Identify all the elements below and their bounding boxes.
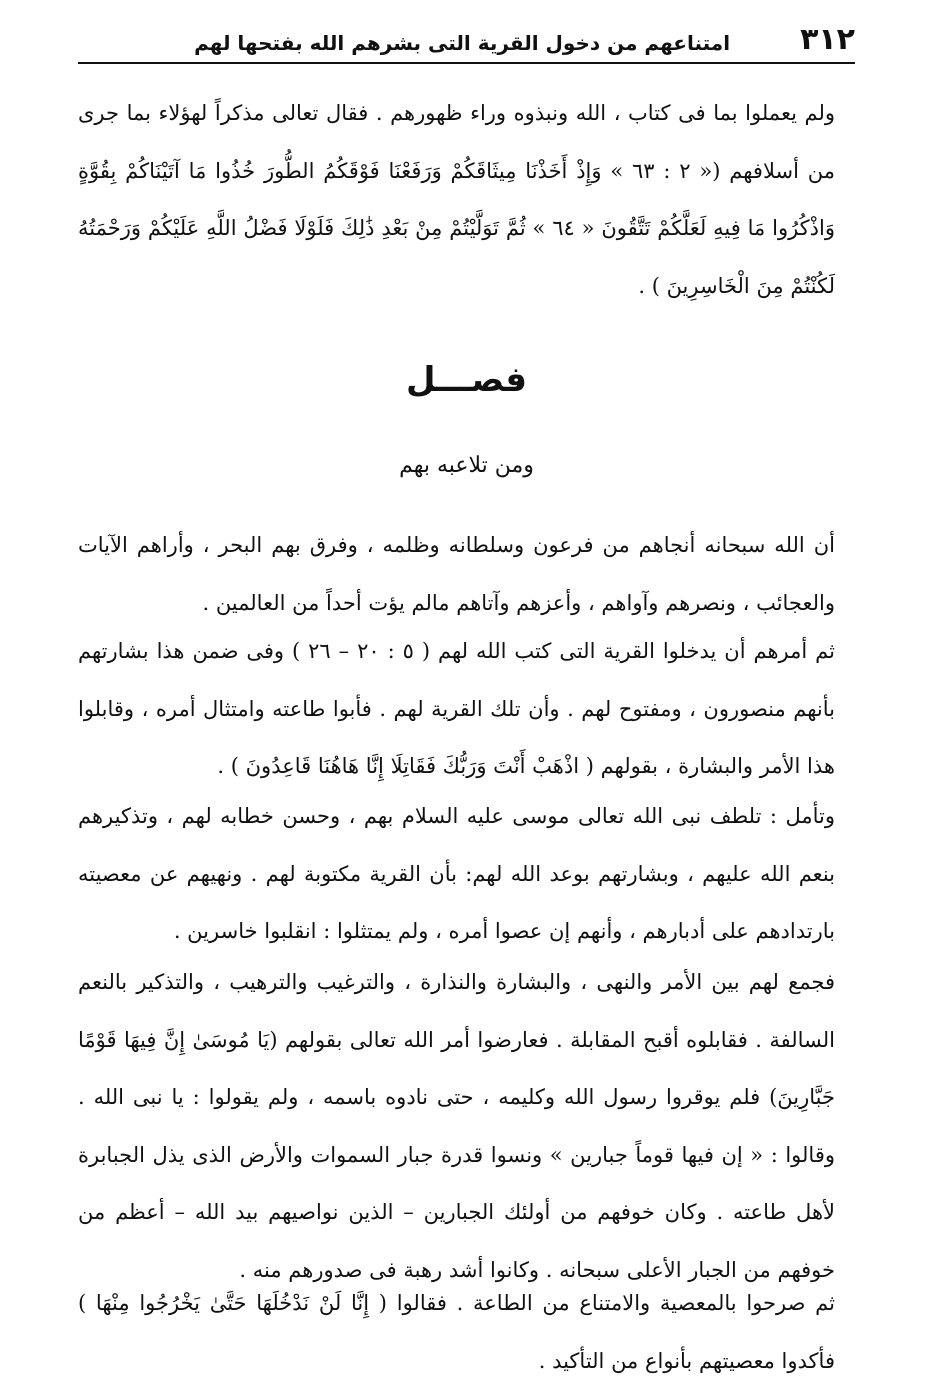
paragraph-3: ثم أمرهم أن يدخلوا القرية التى كتب الله لهم ( ٥ : ٢٠ – ٢٦ ) وفى ضمن هذا بشارتهم بأنهم منصورون ، ومفتوح لهم . وأن تلك القرية لهم . فأبوا طاعته وامتثال أمره ، وقابلوا هذا الأمر والبشارة ، بقولهم ( اذْهَبْ أَنْتَ وَرَبُّكَ فَقَاتِلَا إِنَّا هَاهُنَا قَاعِدُونَ ) . bbox=[78, 639, 835, 778]
paragraph-6: ثم صرحوا بالمعصية والامتناع من الطاعة . فقالوا ( إِنَّا لَنْ نَدْخُلَهَا حَتَّىٰ يَخْرُجُوا مِنْهَا ) فأكدوا معصيتهم بأنواع من التأكيد . bbox=[78, 1291, 835, 1373]
paragraph-5: فجمع لهم بين الأمر والنهى ، والبشارة والنذارة ، والترغيب والترهيب ، والتذكير بالنعم السالفة . فقابلوه أقبح المقابلة . فعارضوا أمر الله تعالى بقولهم (يَا مُوسَىٰ إِنَّ فِيهَا قَوْمًا جَبَّارِينَ) فلم يوقروا رسول الله وكليمه ، حتى نادوه باسمه ، ولم يقولوا : يا نبى الله . وقالوا : « إن فيها قوماً جبارين » ونسوا قدرة جبار السموات والأرض الذى يذل الجبابرة لأهل طاعته . وكان خوفهم من أولئك الجبارين – الذين نواصيهم بيد الله – أعظم من خوفهم من الجبار الأعلى سبحانه . وكانوا أشد رهبة فى صدورهم منه . bbox=[78, 970, 835, 1282]
section-subheading: ومن تلاعبه بهم bbox=[399, 453, 534, 478]
header-divider bbox=[78, 62, 855, 64]
paragraph-4: وتأمل : تلطف نبى الله تعالى موسى عليه السلام بهم ، وحسن خطابه لهم ، وتذكيرهم بنعم الله عليهم ، وبشارتهم بوعد الله لهم: بأن القرية مكتوبة لهم . ونهيهم عن معصيته بارتدادهم على أدبارهم ، وأنهم إن عصوا أمره ، ولم يمتثلوا : انقلبوا خاسرين . bbox=[78, 804, 835, 943]
page-number: ٣١٢ bbox=[800, 22, 855, 57]
section-heading: فصـــل bbox=[406, 360, 527, 400]
page-header bbox=[78, 16, 855, 58]
running-title: امتناعهم من دخول القرية التى بشرهم الله بفتحها لهم bbox=[194, 31, 731, 55]
paragraph-2: أن الله سبحانه أنجاهم من فرعون وسلطانه وظلمه ، وفرق بهم البحر ، وأراهم الآيات والعجائب ، ونصرهم وآواهم ، وأعزهم وآتاهم مالم يؤت أحداً من العالمين . bbox=[78, 533, 835, 615]
paragraph-1: ولم يعملوا بما فى كتاب ، الله ونبذوه وراء ظهورهم . فقال تعالى مذكراً لهؤلاء بما جرى من أسلافهم (« ٢ : ٦٣ » وَإِذْ أَخَذْنَا مِيثَاقَكُمْ وَرَفَعْنَا فَوْقَكُمُ الطُّورَ خُذُوا مَا آتَيْنَاكُمْ بِقُوَّةٍ وَاذْكُرُوا مَا فِيهِ لَعَلَّكُمْ تَتَّقُونَ « ٦٤ » ثُمَّ تَوَلَّيْتُمْ مِنْ بَعْدِ ذَٰلِكَ فَلَوْلَا فَضْلُ اللَّهِ عَلَيْكُمْ وَرَحْمَتُهُ لَكُنْتُمْ مِنَ الْخَاسِرِينَ ) . bbox=[78, 101, 836, 298]
